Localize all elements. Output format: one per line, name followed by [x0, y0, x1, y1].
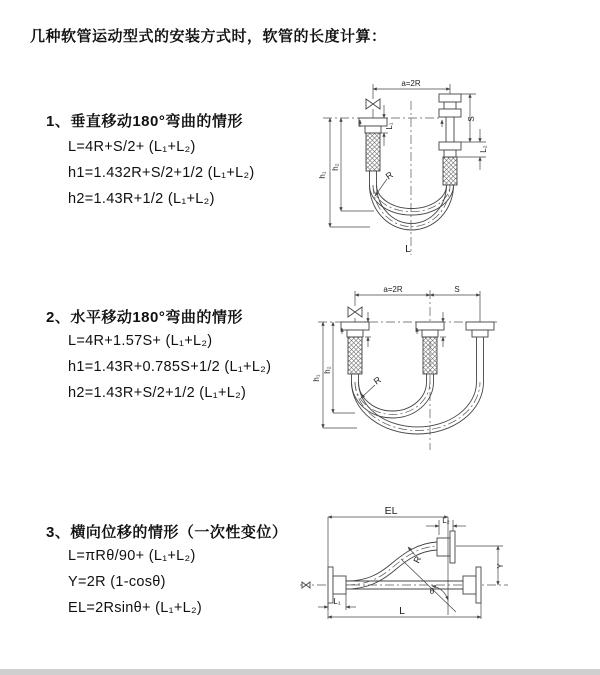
section-1-formula-L: L=4R+S/2+ (L₁+L₂) — [68, 139, 196, 155]
radius-callout — [361, 374, 383, 398]
section-2-formula-L: L=4R+1.57S+ (L₁+L₂) — [68, 333, 213, 349]
dim-l2-label: L₂ — [442, 516, 450, 525]
hose-displaced-position — [346, 542, 437, 589]
dimension-l — [328, 603, 481, 619]
dim-a2r-label: a=2R — [383, 285, 403, 294]
right-flange-original — [463, 567, 481, 603]
dimension-s — [430, 285, 480, 295]
dim-r-label: R — [371, 374, 383, 387]
section-3-formula-Y: Y=2R (1-cosθ) — [68, 574, 166, 590]
angle-callout — [430, 586, 448, 600]
hose-bend-near — [352, 374, 434, 418]
right-fitting — [466, 322, 494, 382]
dim-s-label: S — [454, 285, 460, 294]
dim-l2-label: L₂ — [479, 145, 488, 153]
middle-fitting — [416, 322, 444, 374]
section-3-formula-L: L=πRθ/90+ (L₁+L₂) — [68, 548, 196, 564]
diagram-horizontal-movement — [293, 282, 573, 457]
dimension-a2r — [355, 285, 480, 322]
dim-y-label: Y — [496, 563, 505, 569]
dim-l1-label: L₁ — [385, 122, 394, 130]
section-2-heading: 2、水平移动180°弯曲的情形 — [46, 309, 243, 326]
dim-el-label: EL — [384, 505, 398, 517]
left-fitting — [359, 118, 387, 171]
dimension-l2 — [426, 516, 466, 535]
dimension-a2r — [373, 79, 450, 118]
dim-h2-label: h₂ — [323, 366, 332, 374]
section-2-formula-h2: h2=1.43R+S/2+1/2 (L₁+L₂) — [68, 385, 247, 401]
right-fitting — [439, 94, 461, 185]
diagram-vertical-movement — [298, 75, 568, 260]
dim-l1-label: L₁ — [333, 597, 341, 606]
hose-bend-far — [352, 382, 484, 434]
section-1-heading: 1、垂直移动180°弯曲的情形 — [46, 113, 243, 130]
valve-icon — [366, 99, 380, 109]
dim-h2-label: h₂ — [331, 163, 340, 171]
dim-r-label: R — [383, 169, 395, 182]
dim-l-label: L — [399, 605, 405, 617]
diagram-lateral-displacement — [298, 497, 583, 662]
dim-s-label: S — [467, 116, 476, 122]
hose-bend — [370, 171, 454, 230]
dim-l-label: L — [405, 243, 411, 255]
dim-theta-label: θ — [429, 587, 435, 596]
section-1-formula-h2: h2=1.43R+1/2 (L₁+L₂) — [68, 191, 215, 207]
centerline-mark-icon — [302, 582, 310, 588]
dimension-l2 — [479, 129, 488, 170]
dimension-l1 — [318, 594, 356, 610]
left-fitting — [341, 322, 369, 374]
right-flange-displaced — [437, 531, 455, 563]
page-title: 几种软管运动型式的安装方式时，软管的长度计算： — [30, 28, 387, 45]
section-2-formula-h1: h1=1.43R+0.785S+1/2 (L₁+L₂) — [68, 359, 272, 375]
dim-h1-label: h₁ — [318, 171, 327, 179]
dim-h1-label: h₁ — [312, 374, 321, 382]
section-3-formula-EL: EL=2Rsinθ+ (L₁+L₂) — [68, 600, 203, 616]
dim-a2r-label: a=2R — [401, 79, 421, 88]
section-1-formula-h1: h1=1.432R+S/2+1/2 (L₁+L₂) — [68, 165, 255, 181]
section-3-heading: 3、横向位移的情形（一次性变位） — [46, 524, 288, 541]
page-bottom-edge — [0, 669, 600, 675]
radius-callout — [375, 169, 395, 196]
valve-icon — [348, 307, 362, 317]
dim-r-label: R — [411, 554, 424, 565]
